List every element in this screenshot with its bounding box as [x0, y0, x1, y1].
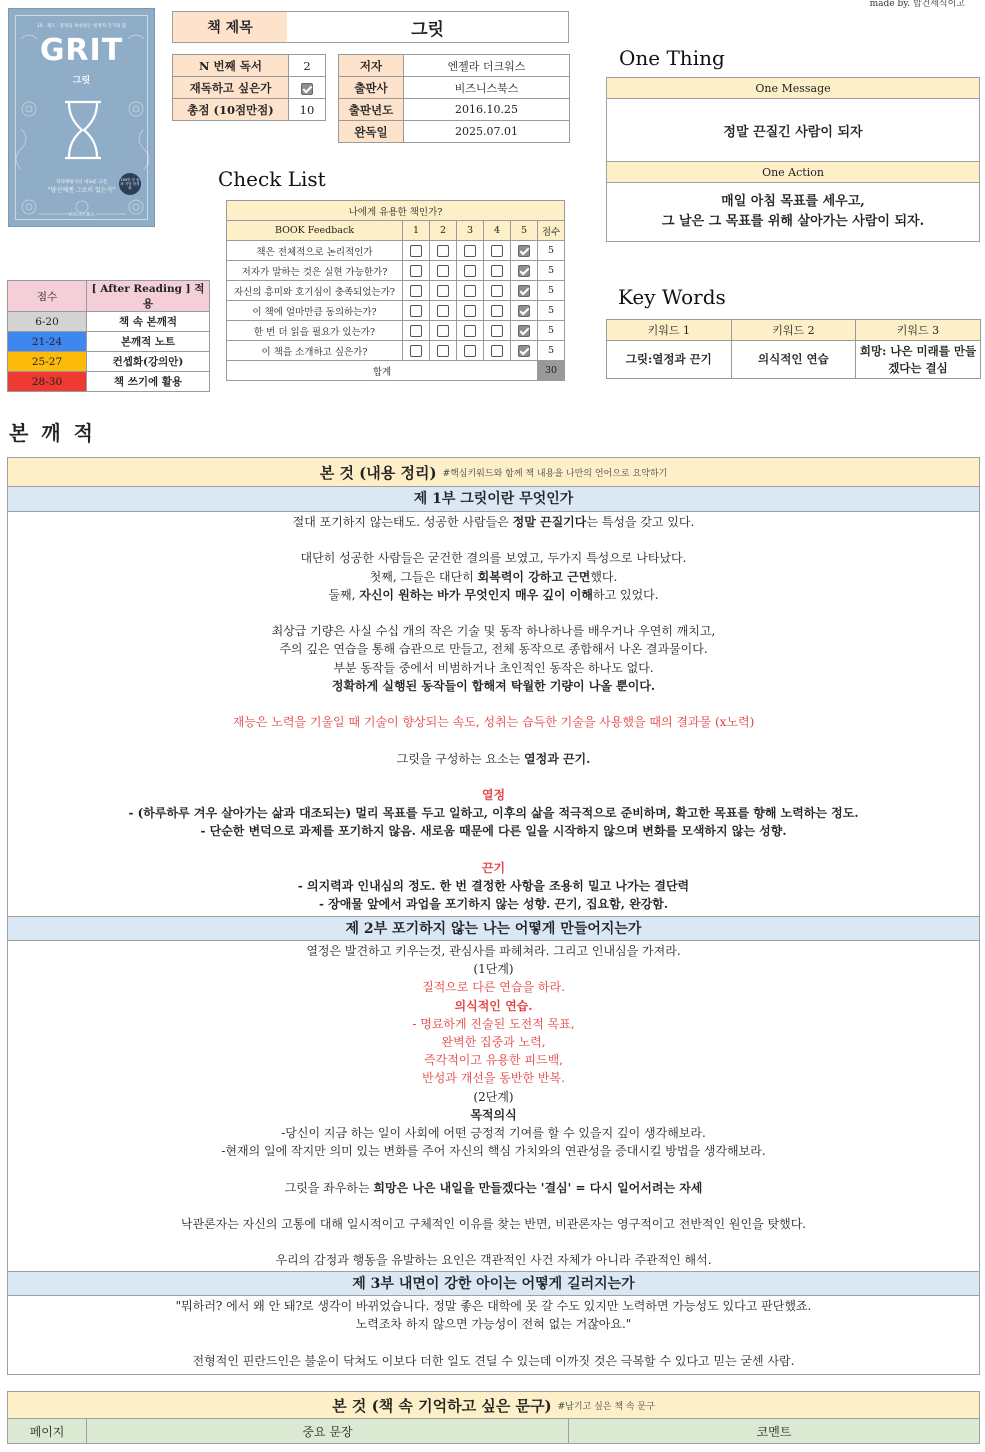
- rating-checkbox[interactable]: [410, 305, 422, 317]
- reread-checkbox[interactable]: [301, 83, 313, 95]
- check-list-row: [227, 241, 565, 261]
- keyword-value[interactable]: 희망: 나은 미래를 만들겠다는 결심: [856, 341, 981, 379]
- rating-cell: [484, 301, 511, 321]
- rating-checkbox[interactable]: [518, 305, 530, 317]
- book-feedback-header: BOOK Feedback: [227, 221, 403, 241]
- text-line: 첫째, 그들은 대단히 회복력이 강하고 근면했다.: [369, 569, 618, 584]
- row-score: 5: [538, 241, 565, 261]
- info-value[interactable]: 2025.07.01: [404, 121, 570, 143]
- rating-cell: [457, 241, 484, 261]
- sentence-column-header: 중요 문장: [87, 1419, 569, 1443]
- rating-cell: [403, 341, 430, 361]
- book-info-table: [338, 54, 570, 143]
- rating-checkbox[interactable]: [464, 285, 476, 297]
- rating-checkbox[interactable]: [437, 285, 449, 297]
- text-line: 끈기: [481, 860, 506, 875]
- rating-checkbox[interactable]: [518, 345, 530, 357]
- rating-checkbox[interactable]: [518, 325, 530, 337]
- text-line: 목적의식: [470, 1107, 517, 1122]
- check-list-table: [226, 200, 565, 381]
- cover-subtitle: "당신에겐 그로이 있는가": [47, 187, 116, 194]
- rating-cell: [457, 261, 484, 281]
- rating-checkbox[interactable]: [518, 245, 530, 257]
- text-line: - (하루하루 겨우 살아가는 삶과 대조되는) 멀리 목표를 두고 일하고, 이후의 삶을 적극적으로 준비하며, 확고한 목표를 향해 노력하는 정도.: [128, 806, 859, 821]
- text-line: 절대 포기하지 않는태도. 성공한 사람들은 정말 끈질기다는 특성을 갖고 있다.: [292, 515, 695, 529]
- summary-title: 본 것 (내용 정리): [319, 463, 437, 482]
- text-line: 그릿을 좌우하는 희망은 나은 내일을 만들겠다는 '결심' = 다시 일어서려는 자세: [284, 1180, 703, 1195]
- legend-use: 책 속 본깨적: [87, 312, 210, 332]
- rating-cell: [511, 301, 538, 321]
- col-header: 2: [430, 221, 457, 241]
- text-line: - 장애물 앞에서 과업을 포기하지 않는 성향. 끈기, 집요함, 완강함.: [318, 897, 669, 912]
- one-message-label: One Message: [607, 78, 979, 99]
- row-score: 5: [538, 301, 565, 321]
- rating-cell: [403, 301, 430, 321]
- rating-cell: [430, 241, 457, 261]
- rating-checkbox[interactable]: [491, 305, 503, 317]
- keyword-label: 키워드 1: [607, 320, 732, 341]
- text-line: 우리의 감정과 행동을 유발하는 요인은 객관적인 사건 자체가 아니라 주관적인 해석.: [275, 1253, 712, 1268]
- text-line: 의식적인 연습.: [454, 998, 533, 1013]
- check-list-question-text: 자신의 흥미와 호기심이 충족되었는가?: [227, 281, 403, 301]
- row-score: 5: [538, 321, 565, 341]
- score-header: 점수: [538, 221, 565, 241]
- book-title-box: [172, 11, 569, 43]
- rating-checkbox[interactable]: [464, 305, 476, 317]
- rating-cell: [457, 341, 484, 361]
- rating-cell: [403, 321, 430, 341]
- total-label: 합계: [227, 361, 538, 381]
- comment-column-header: 코멘트: [756, 1424, 792, 1439]
- summary-subtitle: #핵심키워드와 함께 책 내용을 나만의 언어으로 요약하기: [442, 468, 668, 479]
- text-line: - 명료하게 진술된 도전적 목표,: [412, 1016, 575, 1031]
- text-line: -당신이 지금 하는 일이 사회에 어떤 긍정적 기여를 할 수 있을지 깊이 생각해보라.: [281, 1126, 706, 1141]
- check-list-question-text: 책은 전체적으로 논리적인가: [227, 241, 403, 261]
- page-column-header: 페이지: [8, 1419, 87, 1443]
- text-line: - 의지력과 인내심의 정도. 한 번 결정한 사항을 조용히 밀고 나가는 결단력: [297, 878, 690, 893]
- one-action-line: 매일 아침 목표를 세우고,: [721, 193, 865, 209]
- info-label: 출판년도: [339, 99, 404, 121]
- rating-checkbox[interactable]: [491, 245, 503, 257]
- keyword-value[interactable]: 의식적인 연습: [731, 341, 856, 379]
- info-value[interactable]: 엔젤라 더크워스: [404, 55, 570, 77]
- text-line: 열정은 발견하고 키우는것, 관심사를 파헤쳐라. 그리고 인내심을 가져라.: [306, 944, 681, 958]
- rating-checkbox[interactable]: [518, 285, 530, 297]
- rating-cell: [511, 241, 538, 261]
- rating-cell: [403, 241, 430, 261]
- col-header: 5: [511, 221, 538, 241]
- check-list-heading: Check List: [218, 167, 326, 191]
- legend-header-apply: [ After Reading ] 적용: [87, 281, 210, 312]
- cover-badge: 100만 부 돌파 기념 한정판: [119, 173, 141, 195]
- rating-cell: [484, 241, 511, 261]
- check-list-row: [227, 341, 565, 361]
- one-thing-heading: One Thing: [619, 46, 725, 70]
- one-action-label: One Action: [607, 162, 979, 183]
- text-line: -현재의 일에 작지만 의미 있는 변화를 주어 자신의 핵심 가치와의 연관성을 증대시킬 방법을 생각해보라.: [221, 1144, 766, 1159]
- check-list-question: 나에게 유용한 책인가?: [227, 201, 565, 221]
- rating-cell: [403, 281, 430, 301]
- check-list-row: [227, 261, 565, 281]
- text-line: 질적으로 다른 연습을 하라.: [422, 980, 565, 995]
- text-line: 둘째, 자신이 원하는 바가 무엇인지 매우 깊이 이해하고 있었다.: [328, 587, 659, 602]
- check-list-question-text: 이 책을 소개하고 싶은가?: [227, 341, 403, 361]
- rating-cell: [511, 341, 538, 361]
- rating-cell: [457, 321, 484, 341]
- book-title-value[interactable]: 그릿: [411, 19, 444, 40]
- rating-cell: [484, 281, 511, 301]
- legend-use: 책 쓰기에 활용: [87, 372, 210, 392]
- keyword-label: 키워드 3: [856, 320, 981, 341]
- part-3-body[interactable]: [8, 1296, 979, 1370]
- reread-checkbox-cell: [289, 77, 326, 99]
- rating-cell: [484, 341, 511, 361]
- cover-title: GRIT: [39, 33, 124, 68]
- rating-checkbox[interactable]: [464, 345, 476, 357]
- keyword-label: 키워드 2: [731, 320, 856, 341]
- quotes-title-bar: [8, 1392, 979, 1419]
- text-line: 재능은 노력을 기울일 때 기술이 향상되는 속도, 성취는 습득한 기술을 사용했을 때의 결과물 (x노력): [232, 715, 755, 730]
- text-line: 그릿을 구성하는 요소는 열정과 끈기.: [396, 751, 591, 766]
- info-value[interactable]: 비즈니스북스: [404, 77, 570, 99]
- text-line: (2단계): [473, 1089, 514, 1104]
- part-1-body[interactable]: [8, 512, 979, 916]
- text-line: - 단순한 변덕으로 과제를 포기하지 않음. 새로움 때문에 다른 일을 시작하지 않으며 변화를 모색하지 않는 성향.: [200, 824, 787, 839]
- rating-checkbox[interactable]: [410, 265, 422, 277]
- text-line: 주의 깊은 연습을 통해 습관으로 만들고, 전체 동작으로 종합해서 나온 결과물이다.: [279, 642, 708, 657]
- summary-title-bar: [8, 458, 979, 487]
- rating-checkbox[interactable]: [491, 265, 503, 277]
- text-line: 열정: [481, 787, 506, 802]
- book-title-label: 책 제목: [173, 12, 287, 42]
- rating-cell: [484, 261, 511, 281]
- one-message-text[interactable]: 정말 끈질긴 사람이 되자: [607, 99, 979, 162]
- legend-range: 21-24: [8, 332, 87, 352]
- info-label: N 번째 독서: [173, 55, 289, 77]
- cover-subtitle-small: 파리태평서의 새로운 고전: [56, 180, 107, 185]
- section-heading: 본 깨 적: [9, 421, 96, 445]
- info-label: 출판사: [339, 77, 404, 99]
- credit-text: made by. 밥건세식이고: [869, 0, 965, 9]
- one-action-text[interactable]: [607, 183, 979, 241]
- rating-checkbox[interactable]: [410, 325, 422, 337]
- part-3-title: 제 3부 내면이 강한 아이는 어떻게 길러지는가: [8, 1271, 979, 1296]
- info-value[interactable]: 2: [289, 55, 326, 77]
- rating-cell: [484, 321, 511, 341]
- quotes-header-row: [8, 1419, 979, 1443]
- rating-cell: [457, 281, 484, 301]
- cover-tagline: 10 . 제도 · 분경을 허쉬상는 빌정적 간기의 힘: [36, 24, 127, 29]
- col-header: 4: [484, 221, 511, 241]
- check-list-question-text: 이 책에 얼마만큼 동의하는가?: [227, 301, 403, 321]
- rating-cell: [511, 261, 538, 281]
- info-value[interactable]: 10: [289, 99, 326, 121]
- rating-checkbox[interactable]: [437, 345, 449, 357]
- info-label: 재독하고 싶은가: [173, 77, 289, 99]
- quotes-subtitle: #남기고 싶은 책 속 문구: [557, 1401, 655, 1412]
- summary-section: [7, 457, 980, 1375]
- rating-checkbox[interactable]: [464, 325, 476, 337]
- rating-checkbox[interactable]: [518, 265, 530, 277]
- legend-use: 컨셉화(강의안): [87, 352, 210, 372]
- row-score: 5: [538, 261, 565, 281]
- cover-publisher: 비즈니스북스: [68, 213, 95, 218]
- book-cover-image: [8, 8, 155, 227]
- cover-title-korean: 그릿: [72, 76, 91, 86]
- text-line: 반성과 개선을 동반한 반복.: [422, 1071, 565, 1086]
- rating-cell: [430, 341, 457, 361]
- rating-checkbox[interactable]: [491, 325, 503, 337]
- rating-cell: [430, 261, 457, 281]
- legend-header-score: 점수: [8, 281, 87, 312]
- rating-cell: [403, 261, 430, 281]
- reading-info-table: [172, 54, 326, 121]
- part-1-title: 제 1부 그릿이란 무엇인가: [8, 487, 979, 512]
- text-line: (1단계): [473, 962, 514, 977]
- hourglass-icon: [59, 99, 107, 161]
- check-list-row: [227, 281, 565, 301]
- rating-cell: [511, 321, 538, 341]
- row-score: 5: [538, 281, 565, 301]
- text-line: 전형적인 핀란드인은 불운이 닥쳐도 이보다 더한 일도 견딜 수 있는데 이까짓 것은 극복할 수 있다고 믿는 굳센 사람.: [192, 1353, 795, 1368]
- text-line: 완벽한 집중과 노력,: [441, 1035, 546, 1050]
- text-line: "뭐하러? 에서 왜 안 돼?로 생각이 바뀌었습니다. 정말 좋은 대학에 못 갈 수도 있지만 노력하면 가능성도 있다고 판단했죠.: [175, 1299, 812, 1313]
- total-value: 30: [538, 361, 565, 381]
- legend-range: 6-20: [8, 312, 87, 332]
- check-list-row: [227, 321, 565, 341]
- col-header: 1: [403, 221, 430, 241]
- text-line: 즉각적이고 유용한 피드백,: [424, 1053, 563, 1068]
- part-2-body[interactable]: [8, 941, 979, 1271]
- one-thing-box: [606, 77, 980, 242]
- info-label: 완독일: [339, 121, 404, 143]
- one-action-line: 그 날은 그 목표를 위해 살아가는 사람이 되자.: [661, 214, 925, 229]
- legend-use: 본깨적 노트: [87, 332, 210, 352]
- quotes-title: 본 것 (책 속 기억하고 싶은 문구): [332, 1396, 552, 1415]
- rating-cell: [430, 281, 457, 301]
- rating-checkbox[interactable]: [437, 305, 449, 317]
- rating-checkbox[interactable]: [410, 245, 422, 257]
- quotes-section: [7, 1391, 980, 1444]
- rating-checkbox[interactable]: [410, 345, 422, 357]
- rating-checkbox[interactable]: [437, 325, 449, 337]
- rating-checkbox[interactable]: [410, 285, 422, 297]
- rating-checkbox[interactable]: [491, 345, 503, 357]
- keyword-value[interactable]: 그릿:열정과 끈기: [607, 341, 732, 379]
- info-label: 총점 (10점만점): [173, 99, 289, 121]
- col-header: 3: [457, 221, 484, 241]
- rating-checkbox[interactable]: [437, 245, 449, 257]
- key-words-heading: Key Words: [618, 285, 726, 309]
- text-line: 정확하게 실행된 동작들이 합해져 탁월한 기량이 나올 뿐이다.: [331, 678, 656, 693]
- text-line: 최상급 기량은 사실 수십 개의 작은 기술 및 동작 하나하나를 배우거나 우연히 깨치고,: [271, 624, 716, 639]
- text-line: 대단히 성공한 사람들은 굳건한 결의를 보였고, 두가지 특성으로 나타났다.: [300, 551, 687, 566]
- rating-cell: [457, 301, 484, 321]
- text-line: 노력조차 하지 않으면 가능성이 전혀 없는 거잖아요.": [355, 1317, 632, 1332]
- rating-cell: [430, 301, 457, 321]
- rating-cell: [430, 321, 457, 341]
- key-words-table: [606, 319, 981, 379]
- rating-checkbox[interactable]: [437, 265, 449, 277]
- row-score: 5: [538, 341, 565, 361]
- rating-checkbox[interactable]: [464, 265, 476, 277]
- rating-cell: [511, 281, 538, 301]
- info-value[interactable]: 2016.10.25: [404, 99, 570, 121]
- info-label: 저자: [339, 55, 404, 77]
- check-list-question-text: 한 번 더 읽을 필요가 있는가?: [227, 321, 403, 341]
- text-line: 낙관론자는 자신의 고통에 대해 일시적이고 구체적인 이유를 찾는 반면, 비관론자는 영구적이고 전반적인 원인을 탓했다.: [180, 1217, 807, 1232]
- legend-range: 25-27: [8, 352, 87, 372]
- score-legend-table: [7, 280, 210, 392]
- check-list-question-text: 저자가 말하는 것은 실현 가능한가?: [227, 261, 403, 281]
- check-list-row: [227, 301, 565, 321]
- text-line: 부분 동작들 중에서 비범하거나 초인적인 동작은 하나도 없다.: [333, 660, 654, 675]
- legend-range: 28-30: [8, 372, 87, 392]
- rating-checkbox[interactable]: [491, 285, 503, 297]
- rating-checkbox[interactable]: [464, 245, 476, 257]
- part-2-title: 제 2부 포기하지 않는 나는 어떻게 만들어지는가: [8, 916, 979, 941]
